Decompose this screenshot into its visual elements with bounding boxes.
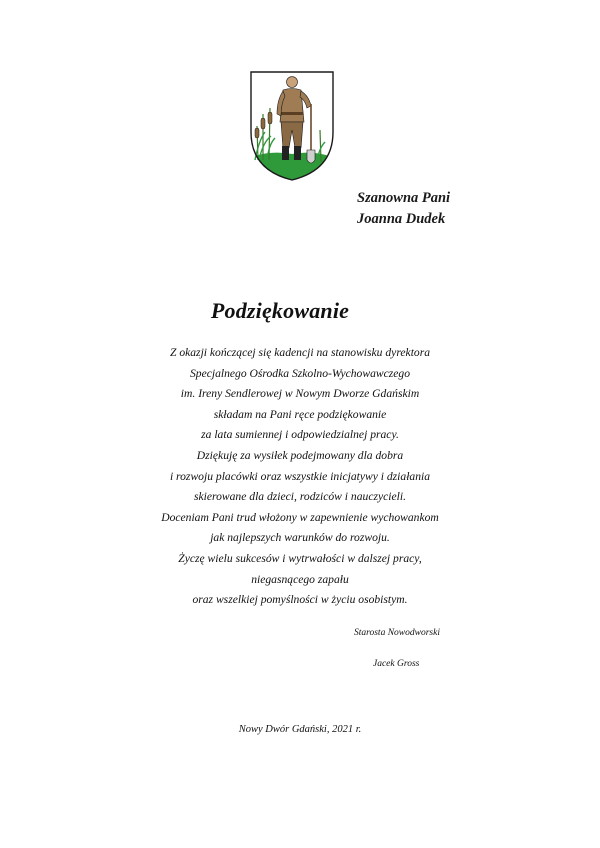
document-title: Podziękowanie (210, 298, 350, 323)
body-line: niegasnącego zapału (251, 572, 349, 586)
body-line: Dziękuję za wysiłek podejmowany dla dobra (196, 448, 404, 462)
coat-of-arms-icon (249, 70, 335, 182)
body-line: Specjalnego Ośrodka Szkolno-Wychowawczego (189, 366, 411, 380)
body-line: Z okazji kończącej się kadencji na stanowisku dyrektora (169, 346, 431, 359)
addressee-name: Joanna Dudek (357, 211, 446, 227)
addressee-block (357, 188, 450, 230)
body-line: im. Ireny Sendlerowej w Nowym Dworze Gdańskim (180, 387, 420, 401)
letter-body (80, 343, 520, 611)
place-and-date: Nowy Dwór Gdański, 2021 r. (238, 724, 362, 735)
body-line: składam na Pani ręce podziękowanie (213, 407, 387, 421)
body-line: oraz wszelkiej pomyślności w życiu osobistym. (192, 593, 408, 607)
body-line: Doceniam Pani trud włożony w zapewnienie wychowankom (161, 510, 439, 524)
body-line: jak najlepszych warunków do rozwoju. (210, 531, 390, 545)
addressee-salutation: Szanowna Pani (357, 190, 451, 206)
signatory-role: Starosta Nowodworski (354, 628, 440, 638)
signatory-name: Jacek Gross (373, 659, 420, 669)
body-line: za lata sumiennej i odpowiedzialnej pracy. (201, 428, 399, 442)
body-line: skierowane dla dzieci, rodziców i nauczycieli. (194, 490, 406, 504)
body-line: i rozwoju placówki oraz wszystkie inicjatywy i działania (169, 469, 431, 483)
body-line: Życzę wielu sukcesów i wytrwałości w dalszej pracy, (178, 551, 422, 565)
